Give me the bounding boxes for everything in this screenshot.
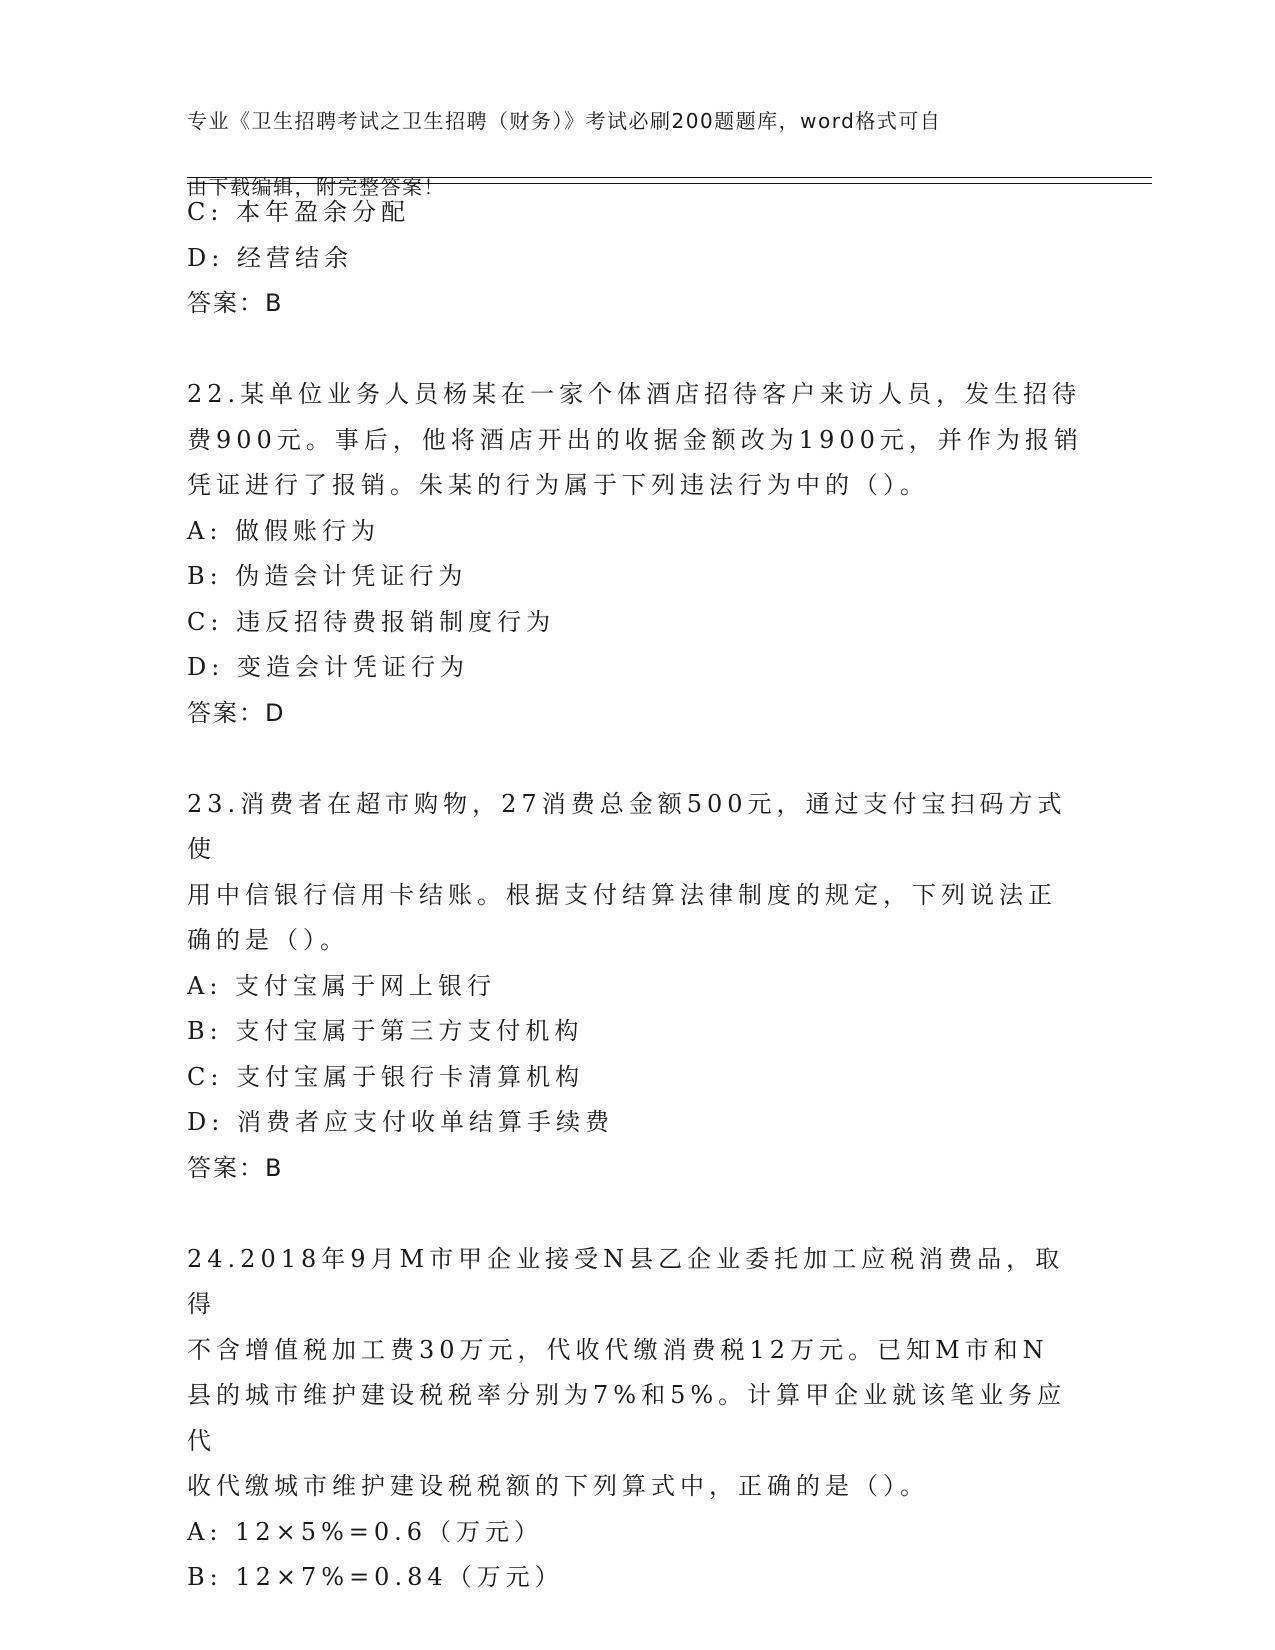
answer-line: 答案：B (187, 289, 284, 317)
answer-line: 答案：B (187, 1153, 284, 1182)
spacer (187, 736, 1087, 782)
header-line-1: 专业《卫生招聘考试之卫生招聘（财务）》考试必刷200题题库，word格式可自 (187, 109, 942, 133)
option-b: B: 支付宝属于第三方支付机构 (187, 1017, 584, 1045)
question-24 (187, 1237, 1087, 1601)
option-c: C: 本年盈余分配 (187, 198, 411, 226)
option-b: B: 伪造会计凭证行为 (187, 562, 468, 590)
header-divider-bottom (187, 183, 1152, 184)
question-stem: 23.消费者在超市购物，27消费总金额500元，通过支付宝扫码方式使 用中信银行信用卡结账。根据支付结算法律制度的规定，下列说法正 确的是（）。 (187, 789, 1067, 954)
header-divider-top (187, 177, 1152, 178)
spacer (187, 1191, 1087, 1237)
option-a: A: 12×5%=0.6（万元） (187, 1517, 544, 1546)
spacer (187, 327, 1087, 373)
answer-line: 答案：D (187, 698, 286, 727)
option-c: C: 违反招待费报销制度行为 (187, 607, 556, 636)
question-22 (187, 372, 1087, 736)
option-a: A: 支付宝属于网上银行 (187, 971, 497, 1000)
question-23 (187, 782, 1087, 1192)
option-d: D: 变造会计凭证行为 (187, 653, 469, 681)
document-body (187, 190, 1087, 1601)
carryover-question (187, 190, 1087, 327)
option-a: A: 做假账行为 (187, 516, 381, 545)
option-d: D: 经营结余 (187, 243, 353, 272)
option-c: C: 支付宝属于银行卡清算机构 (187, 1062, 585, 1091)
option-b: B: 12×7%=0.84（万元） (187, 1563, 564, 1591)
question-stem: 22.某单位业务人员杨某在一家个体酒店招待客户来访人员，发生招待 费900元。事后，他将酒店开出的收据金额改为1900元，并作为报销 凭证进行了报销。朱某的行为属于下列违法行为中的（）。 (187, 380, 1083, 499)
header-line-2: 由下载编辑，附完整答案！ (187, 175, 445, 199)
question-stem: 24.2018年9月M市甲企业接受N县乙企业委托加工应税消费品，取得 不含增值税加工费30万元，代收代缴消费税12万元。已知M市和N 县的城市维护建设税税率分别为7%和5%。计算甲企业就该笔业务应代 收代缴城市维护建设税税额的下列算式中，正确的是（）。 (187, 1244, 1067, 1500)
option-d: D: 消费者应支付收单结算手续费 (187, 1108, 614, 1136)
